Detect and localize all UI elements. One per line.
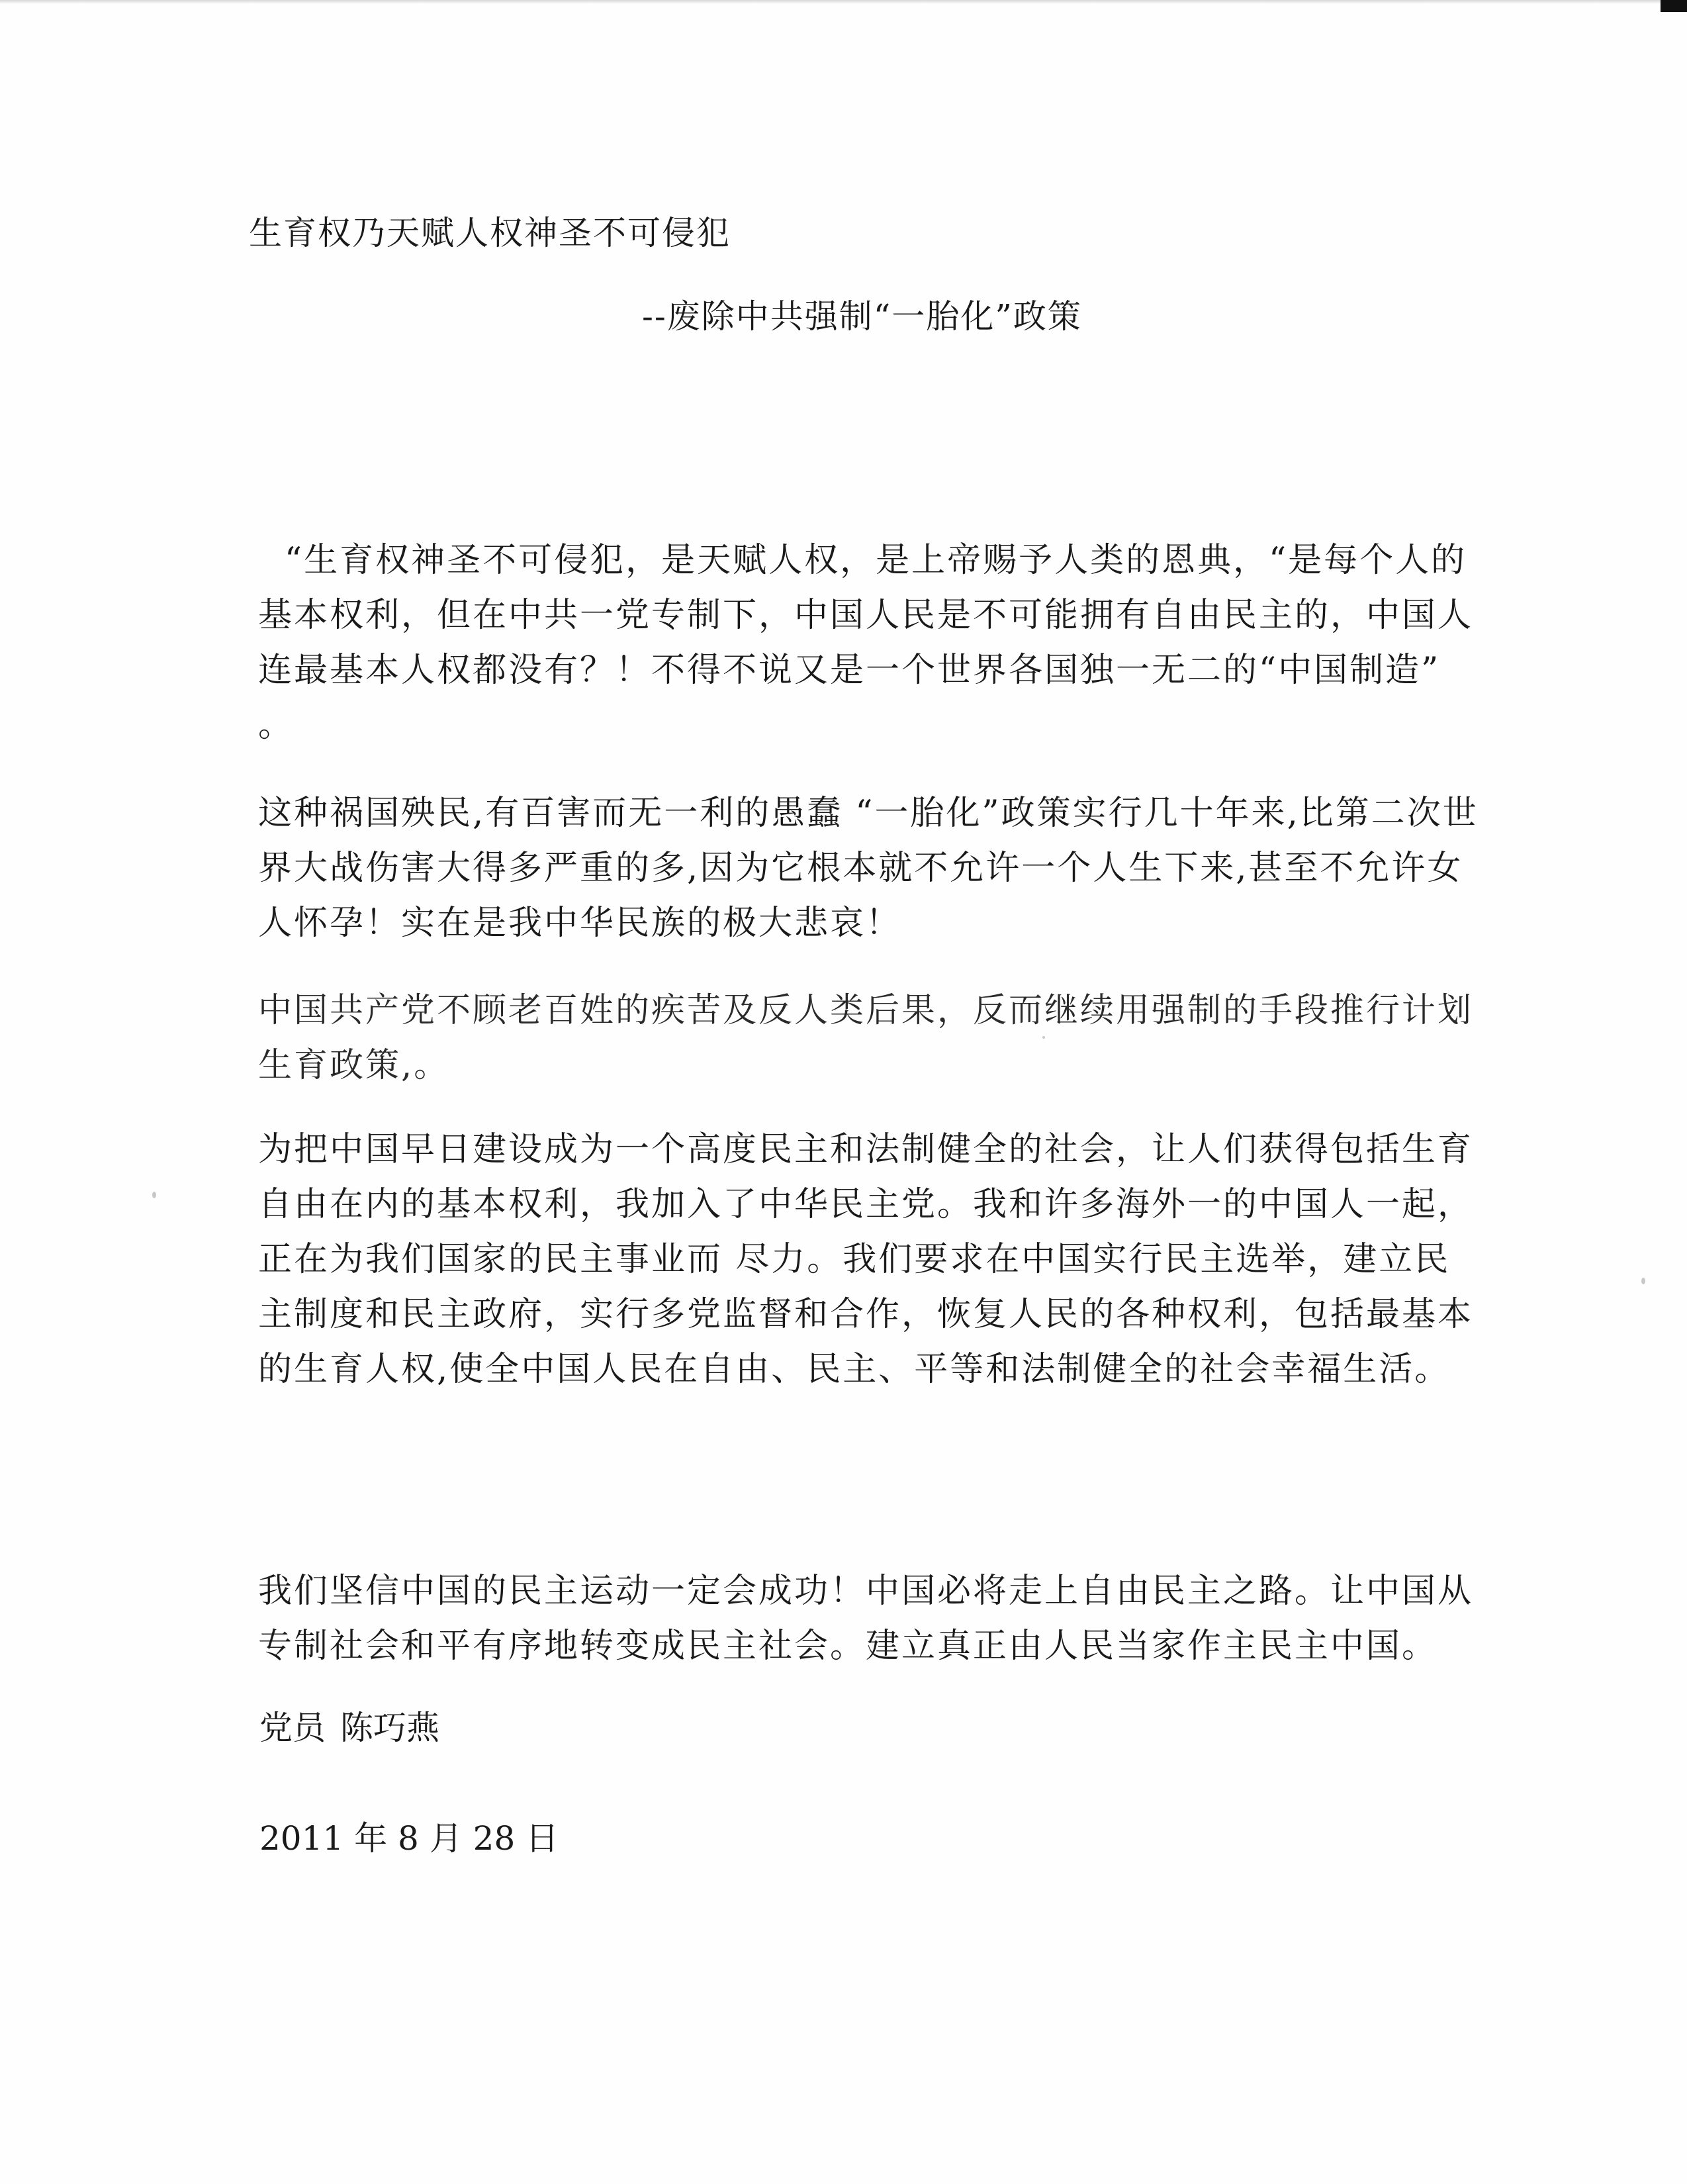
scan-speck bbox=[152, 1192, 156, 1198]
scan-speck bbox=[1641, 1278, 1645, 1284]
paragraph-4: 为把中国早日建设成为一个高度民主和法制健全的社会，让人们获得包括生育自由在内的基本权利，我加入了中华民主党。我和许多海外一的中国人一起，正在为我们国家的民主事业而 尽力。我们要求在中国实行民主选举，建立民主制度和民主政府，实行多党监督和合作，恢复人民的各种权利，包括最基本的生育人权,使全中国人民在自由、民主、平等和法制健全的社会幸福生活。 bbox=[258, 1130, 1474, 1389]
document-subtitle: --废除中共强制“一胎化”政策 bbox=[642, 297, 1082, 336]
scan-corner-mark bbox=[1661, 0, 1687, 12]
scan-edge bbox=[0, 0, 1687, 4]
document-title: 生育权乃天赋人权神圣不可侵犯 bbox=[249, 214, 731, 252]
signature-line bbox=[259, 1701, 439, 1749]
signature-role: 党员 bbox=[259, 1709, 326, 1747]
paragraph-2: 这种祸国殃民,有百害而无一利的愚蠢 “一胎化”政策实行几十年来,比第二次世界大战伤害大得多严重的多,因为它根本就不允许一个人生下来,甚至不允许女人怀孕！实在是我中华民族的极大悲哀！ bbox=[258, 794, 1479, 943]
document-date: 2011 年 8 月 28 日 bbox=[259, 1819, 559, 1858]
paragraph-5: 我们坚信中国的民主运动一定会成功！中国必将走上自由民主之路。让中国从专制社会和平有序地转变成民主社会。建立真正由人民当家作主民主中国。 bbox=[258, 1572, 1474, 1666]
signature-name: 陈巧燕 bbox=[340, 1709, 439, 1747]
paragraph-3: 中国共产党不顾老百姓的疾苦及反人类后果，反而继续用强制的手段推行计划生育政策,。 bbox=[258, 991, 1474, 1085]
paragraph-1: “生育权神圣不可侵犯，是天赋人权，是上帝赐予人类的恩典，“是每个人的基本权利，但在中共一党专制下，中国人民是不可能拥有自由民主的，中国人连最基本人权都没有？！不得不说又是一个世界各国独一无二的“中国制造” 。 bbox=[258, 541, 1474, 745]
scan-speck bbox=[1042, 1036, 1045, 1039]
